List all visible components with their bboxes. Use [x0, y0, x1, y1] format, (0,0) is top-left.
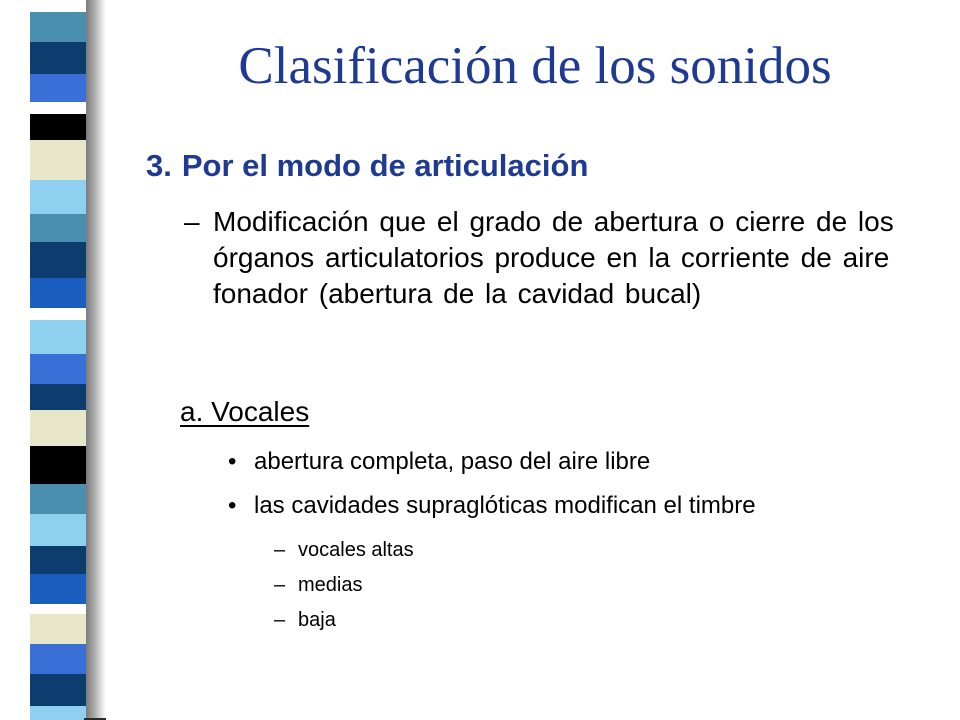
- subitem: [274, 572, 362, 598]
- stripe-block: [30, 278, 86, 308]
- stripe-block: [30, 42, 86, 74]
- bullet-text: las cavidades supraglóticas modifican el timbre: [254, 492, 756, 519]
- stripe-block: [30, 546, 86, 574]
- stripe-block: [30, 410, 86, 446]
- stripe-block: [30, 12, 86, 42]
- definition-text: Modificación que el grado de abertura o cierre de los órganos articulatorios produce en la corriente de aire fonador (abertura de la cavidad bucal): [213, 206, 894, 309]
- subitem: [274, 537, 414, 563]
- stripe-block: [30, 214, 86, 242]
- stripe-block: [30, 604, 86, 614]
- stripe-block: [30, 706, 86, 720]
- bullet-marker: •: [228, 448, 237, 475]
- subitem-text: vocales altas: [298, 539, 414, 561]
- stripe-block: [30, 308, 86, 320]
- section-number: 3.: [146, 148, 172, 183]
- section-heading-text: Por el modo de articulación: [181, 148, 589, 183]
- stripe-block: [30, 354, 86, 384]
- section-heading: [146, 146, 588, 186]
- stripe-block: [30, 644, 86, 674]
- stripe-block: [30, 614, 86, 644]
- stripe-block: [30, 320, 86, 354]
- subitem-marker: –: [274, 574, 286, 596]
- stripe-block: [30, 484, 86, 514]
- bullet-item: [228, 447, 650, 477]
- stripe-block: [30, 102, 86, 114]
- stripe-block: [30, 114, 86, 140]
- bullet-item: [228, 491, 756, 521]
- stripe-block: [30, 242, 86, 278]
- bullet-text: abertura completa, paso del aire libre: [254, 448, 651, 475]
- stripe-block: [30, 140, 86, 180]
- subitem-marker: –: [274, 609, 286, 631]
- stripe-block: [30, 514, 86, 546]
- decorative-stripe: [30, 0, 86, 720]
- definition-item: [184, 204, 934, 312]
- stripe-block: [30, 74, 86, 102]
- subitem: [274, 607, 336, 633]
- subsection-heading: a. Vocales: [180, 396, 310, 427]
- slide-title: Clasificación de los sonidos: [238, 37, 832, 95]
- subitem-text: baja: [298, 609, 336, 631]
- bullet-marker: •: [228, 492, 237, 519]
- stripe-block: [30, 180, 86, 214]
- stripe-block: [30, 674, 86, 706]
- dash-marker: –: [184, 206, 200, 237]
- stripe-shadow: [84, 0, 106, 720]
- stripe-block: [30, 0, 86, 12]
- subitem-text: medias: [298, 574, 363, 596]
- stripe-block: [30, 574, 86, 604]
- stripe-block: [30, 384, 86, 410]
- stripe-block: [30, 446, 86, 484]
- subitem-marker: –: [274, 539, 286, 561]
